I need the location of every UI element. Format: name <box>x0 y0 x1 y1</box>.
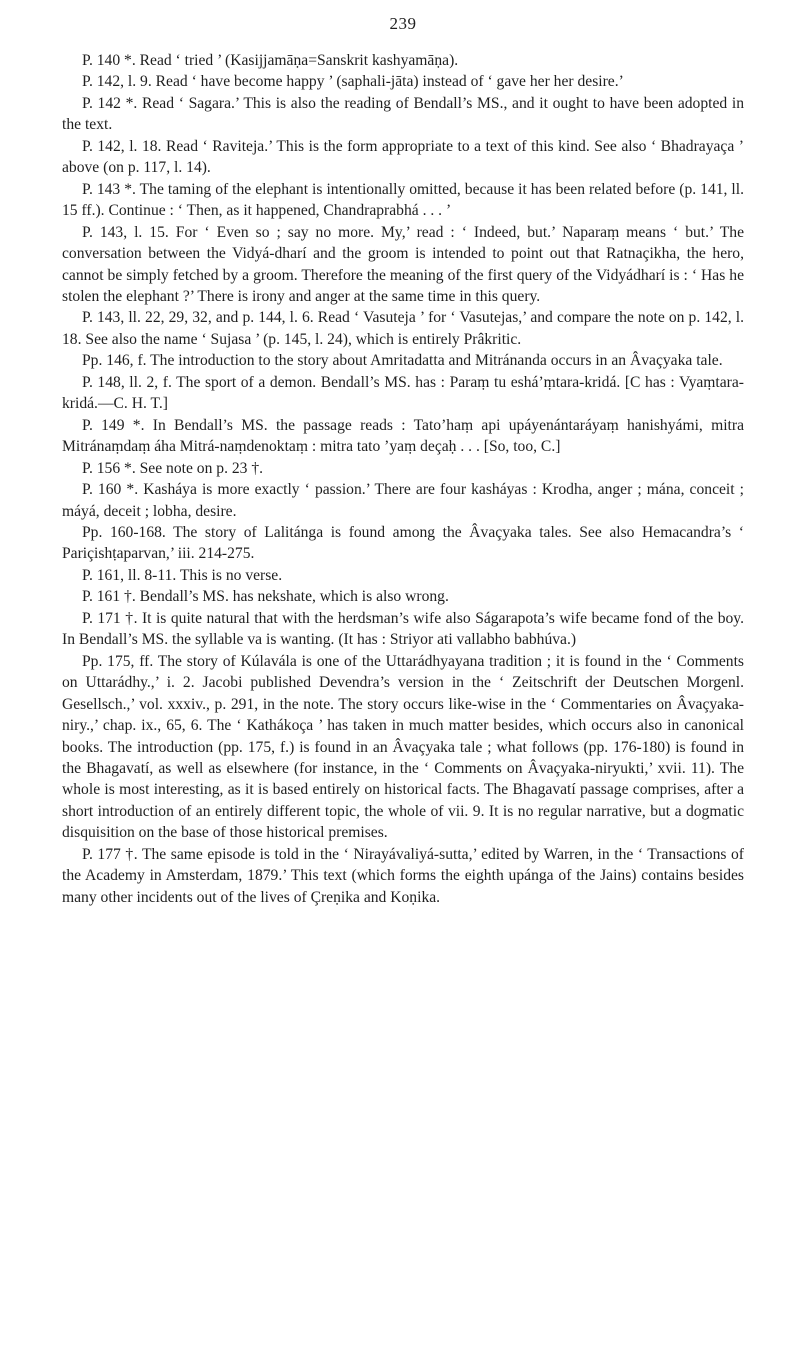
note-paragraph: P. 149 *. In Bendall’s MS. the passage reads : Tato’haṃ api upáyenántaráyaṃ hanishyámi, mitra Mitránaṃdaṃ áha Mitrá-naṃdenoktaṃ : mitra tato ’yaṃ deçaḥ . . . [So, too, C.] <box>62 416 744 456</box>
note-paragraph: P. 143, ll. 22, 29, 32, and p. 144, l. 6. Read ‘ Vasuteja ’ for ‘ Vasutejas,’ and compare the note on p. 142, l. 18. See also the name ‘ Sujasa ’ (p. 145, l. 24), which is entirely Prâkritic. <box>62 309 744 348</box>
note-paragraph: P. 143 *. The taming of the elephant is intentionally omitted, because it has been related before (p. 141, ll. 15 ff.). Continue : ‘ Then, as it happened, Chandraprabhá . . . ’ <box>62 180 744 220</box>
note-paragraph: P. 142, l. 9. Read ‘ have become happy ’ (saphali-jāta) instead of ‘ gave her her desire.’ <box>82 73 624 91</box>
note-paragraph: Pp. 146, f. The introduction to the story about Amritadatta and Mitránanda occurs in an Âvaçyaka tale. <box>82 352 723 370</box>
note-paragraph: P. 177 †. The same episode is told in the ‘ Nirayávaliyá-sutta,’ edited by Warren, in the ‘ Transactions of the Academy in Amsterdam, 1879.’ This text (which forms the eighth upánga of the Jains) contains besides many other incidents out of the lives of Çreṇika and Koṇika. <box>62 845 744 906</box>
page-number: 239 <box>389 14 417 33</box>
note-paragraph: P. 161 †. Bendall’s MS. has nekshate, which is also wrong. <box>82 588 449 606</box>
notes-text <box>62 50 744 908</box>
note-paragraph: P. 143, l. 15. For ‘ Even so ; say no more. My,’ read : ‘ Indeed, but.’ Naparaṃ means ‘ but.’ The conversation between the Vidyá-dharí and the groom is intended to point out that Ratnaçikha, the hero, cannot be simply fetched by a groom. Therefore the meaning of the first query of the Vidyádharí is : ‘ Has he stolen the elephant ?’ There is irony and anger at the same time in this query. <box>62 223 744 305</box>
note-paragraph: Pp. 175, ff. The story of Kúlavála is one of the Uttarádhyayana tradition ; it is found in the ‘ Comments on Uttarádhy.,’ i. 2. Jacobi published Devendra’s version in the ‘ Zeitschrift der Deutschen Morgenl. Gesellsch.,’ vol. xxxiv., p. 291, in the note. The story occurs like-wise in the ‘ Commentaries on Âvaçyaka-niry.,’ chap. ix., 65, 6. The ‘ Kathákoça ’ has taken in much matter besides, which occurs also in canonical books. The introduction (pp. 175, f.) is found in an Âvaçyaka tale ; what follows (pp. 176-180) is found in the Bhagavatí, as well as elsewhere (for instance, in the ‘ Comments on Âvaçyaka-niryukti,’ xvii. 11). The whole is most interesting, as it is based entirely on historical facts. The Bhagavatí passage comprises, after a short introduction of an entirely different topic, the whole of vii. 9. It is no regular narrative, but a dogmatic disquisition on the base of those historical premises. <box>62 652 744 842</box>
note-paragraph: P. 148, ll. 2, f. The sport of a demon. Bendall’s MS. has : Paraṃ tu eshá’ṃtara-kridá. [C has : Vyaṃtara-kridá.—C. H. T.] <box>62 373 744 413</box>
note-paragraph: P. 171 †. It is quite natural that with the herdsman’s wife also Ságarapota’s wife became fond of the boy. In Bendall’s MS. the syllable va is wanting. (It has : Striyor ati vallabho babhúva.) <box>62 609 744 649</box>
note-paragraph: P. 142 *. Read ‘ Sagara.’ This is also the reading of Bendall’s MS., and it ought to have been adopted in the text. <box>62 94 744 134</box>
note-paragraph: P. 161, ll. 8-11. This is no verse. <box>82 566 283 584</box>
note-paragraph: P. 156 *. See note on p. 23 †. <box>82 459 264 477</box>
note-paragraph: P. 142, l. 18. Read ‘ Raviteja.’ This is the form appropriate to a text of this kind. See also ‘ Bhadrayaça ’ above (on p. 117, l. 14). <box>62 137 744 177</box>
note-paragraph: Pp. 160-168. The story of Lalitánga is found among the Âvaçyaka tales. See also Hemacandra’s ‘ Pariçishṭaparvan,’ iii. 214-275. <box>62 523 744 563</box>
note-paragraph: P. 140 *. Read ‘ tried ’ (Kasijjamāṇa=Sanskrit kashyamāṇa). <box>82 52 459 69</box>
note-paragraph: P. 160 *. Kasháya is more exactly ‘ passion.’ There are four kasháyas : Krodha, anger ; mána, conceit ; máyá, deceit ; lobha, desire. <box>62 481 744 520</box>
